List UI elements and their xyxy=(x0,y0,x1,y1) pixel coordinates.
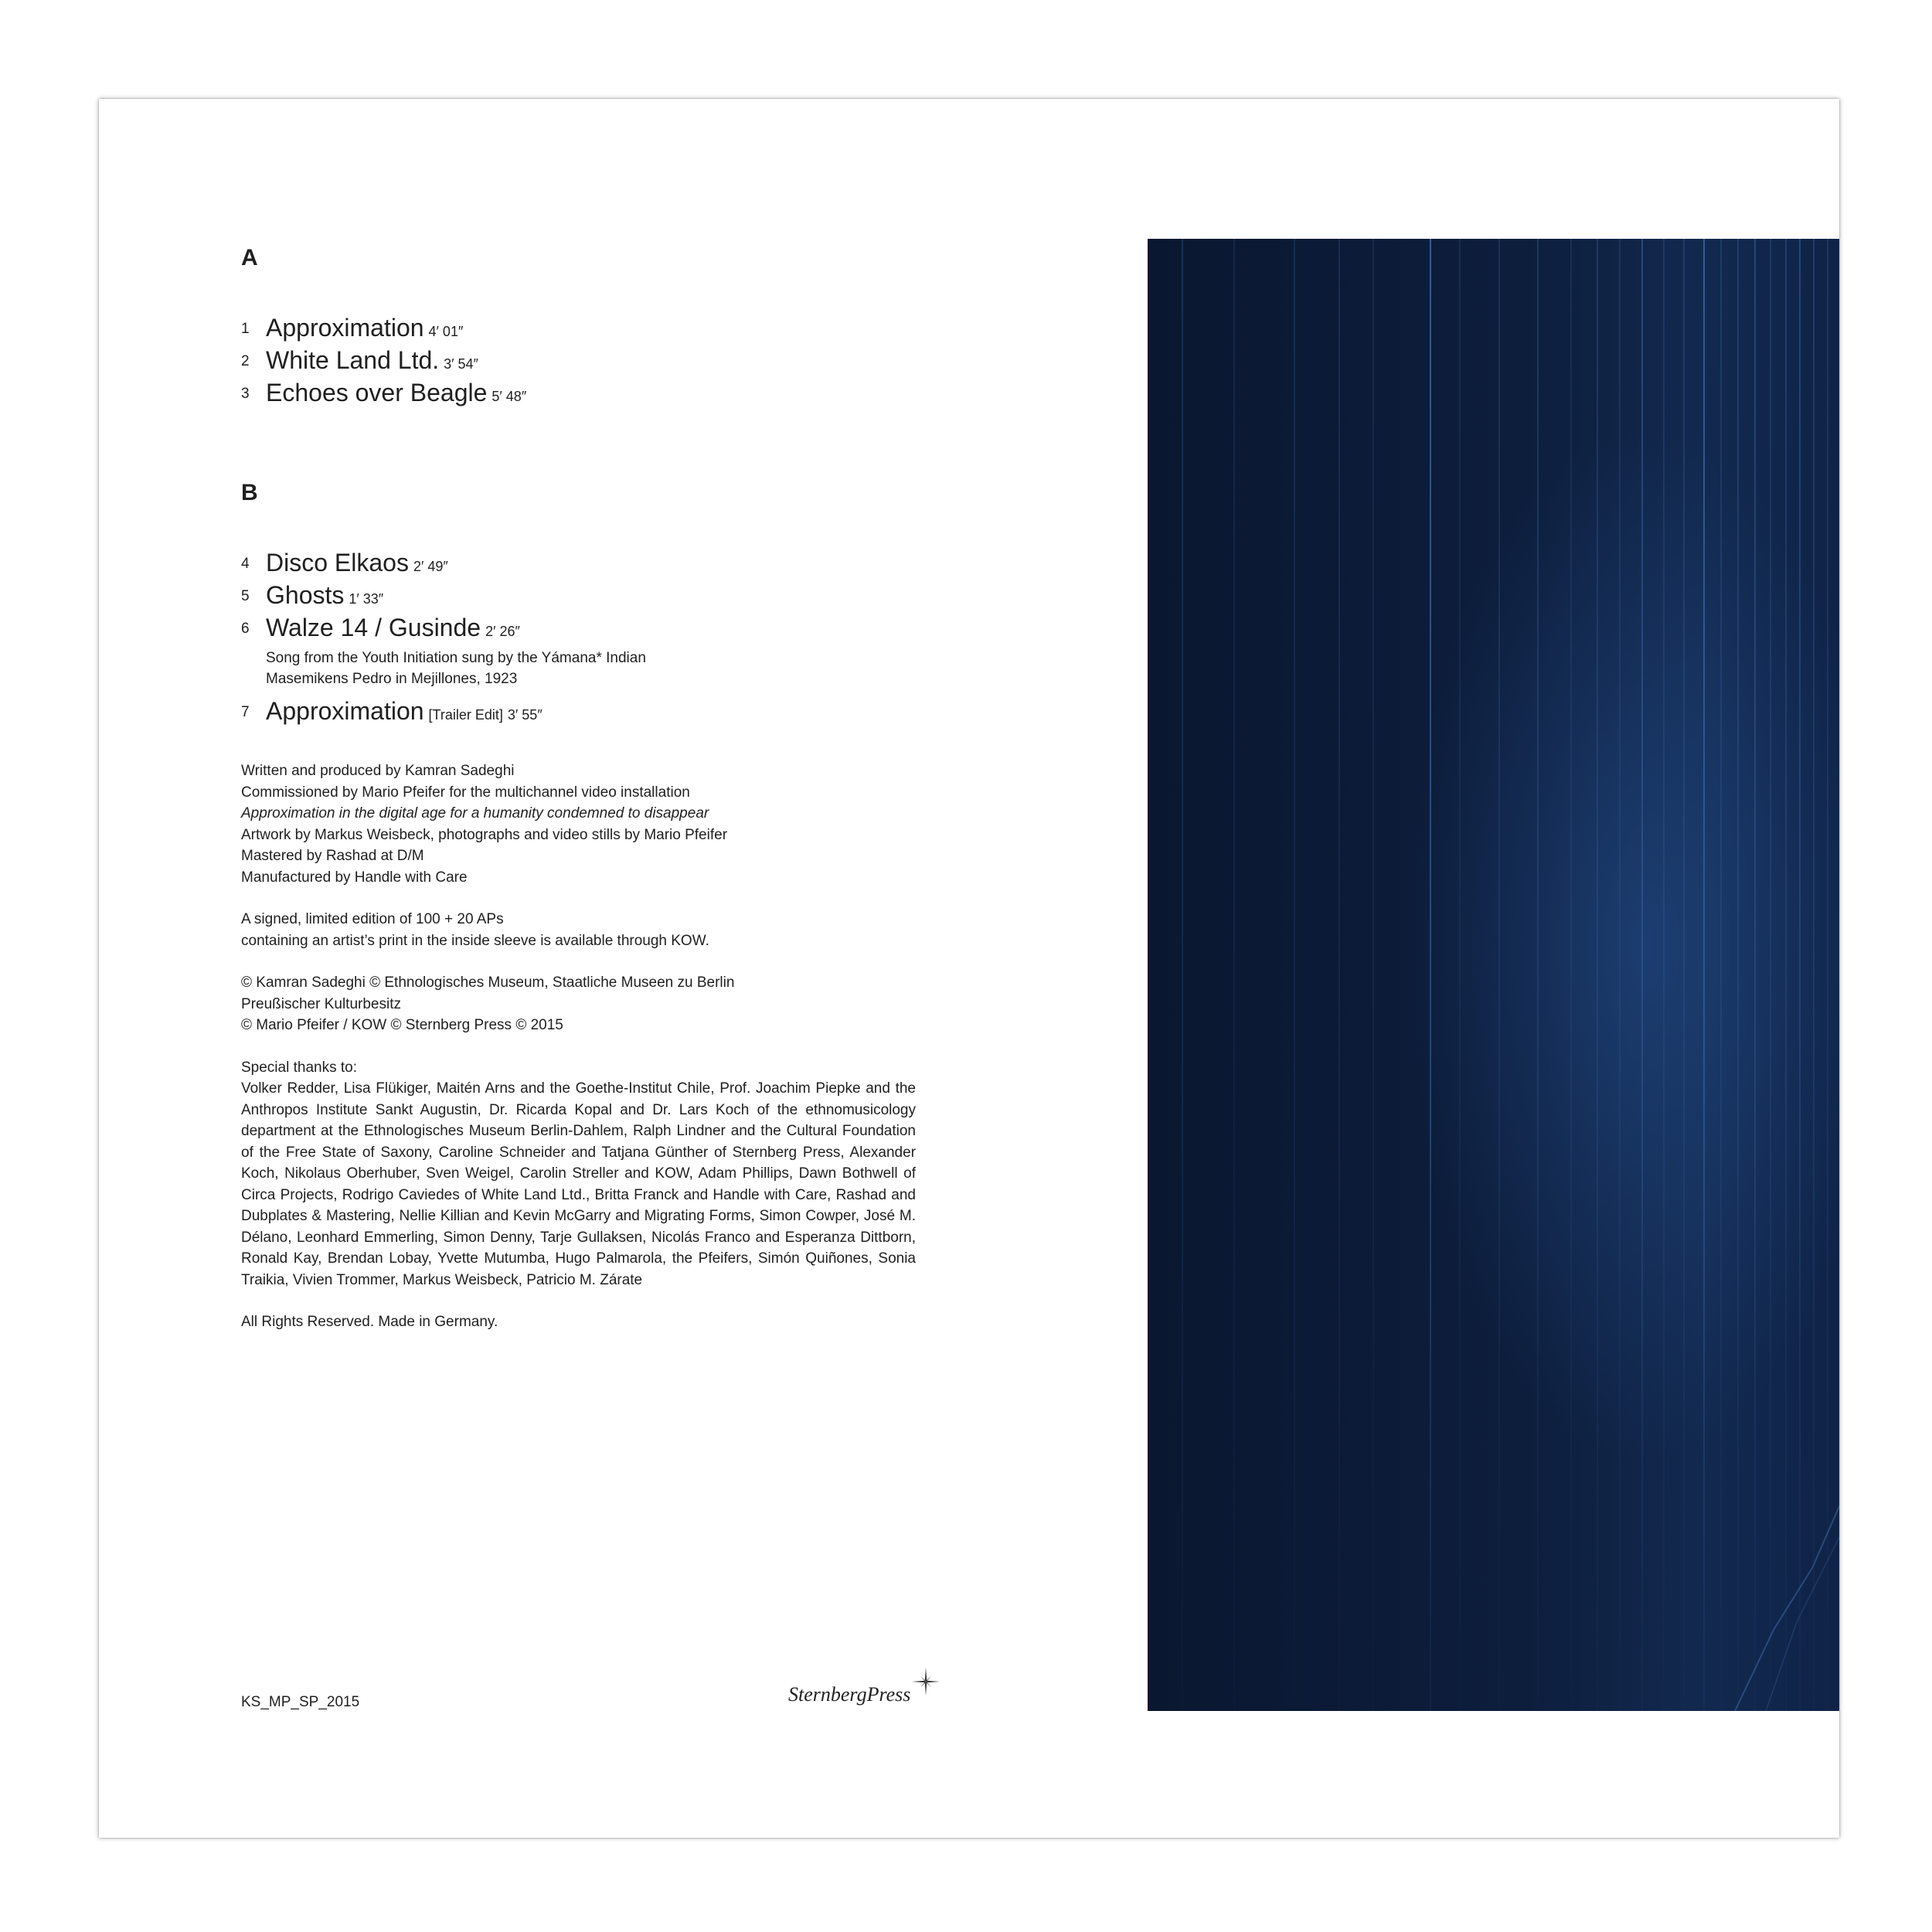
side-b-label: B xyxy=(241,480,258,505)
track-note xyxy=(266,648,937,689)
credit-line: Manufactured by Handle with Care xyxy=(241,869,468,886)
track-number: 4 xyxy=(241,556,250,572)
credit-line: Commissioned by Mario Pfeifer for the multichannel video installation xyxy=(241,784,690,801)
logo-text: SternbergPress xyxy=(788,1683,911,1706)
star-icon xyxy=(910,1666,941,1697)
track-title: Approximation xyxy=(266,697,424,725)
track-item xyxy=(241,314,937,346)
track-number: 1 xyxy=(241,321,250,337)
track-duration: 1′ 33″ xyxy=(349,591,384,607)
track-duration: 3′ 54″ xyxy=(444,356,478,372)
credits xyxy=(241,760,937,1333)
track-title: White Land Ltd. xyxy=(266,346,440,374)
catalog-number: KS_MP_SP_2015 xyxy=(241,1694,360,1710)
track-title: Approximation xyxy=(266,314,424,342)
special-thanks xyxy=(241,1057,937,1291)
track-duration: 2′ 49″ xyxy=(413,559,448,574)
copyright-line: © Kamran Sadeghi © Ethnologisches Museum, Staatliche Museen zu Berlin xyxy=(241,975,735,991)
track-title: Ghosts xyxy=(266,581,345,609)
side-b-tracklist xyxy=(241,549,937,730)
edition-line: A signed, limited edition of 100 + 20 APs xyxy=(241,911,504,927)
track-note-line: Song from the Youth Initiation sung by the Yámana* Indian xyxy=(266,650,646,666)
side-a-tracklist xyxy=(241,314,937,411)
track-number: 5 xyxy=(241,588,250,604)
track-item xyxy=(241,581,937,614)
track-duration: 4′ 01″ xyxy=(428,324,464,339)
track-number: 7 xyxy=(241,704,250,720)
production-credits xyxy=(241,760,937,888)
copyright-line: © Mario Pfeifer / KOW © Sternberg Press © 2015 xyxy=(241,1017,563,1033)
track-title: Disco Elkaos xyxy=(266,549,409,577)
edition-note xyxy=(241,909,937,951)
track-note-line: Masemikens Pedro in Mejillones, 1923 xyxy=(266,671,518,687)
sternberg-press-logo xyxy=(788,1683,910,1706)
track-title: Echoes over Beagle xyxy=(266,379,488,406)
rights-notice: All Rights Reserved. Made in Germany. xyxy=(241,1314,498,1330)
artwork-photo xyxy=(1148,239,1839,1711)
track-number: 6 xyxy=(241,621,250,637)
track-duration: 3′ 55″ xyxy=(507,707,543,723)
record-sleeve-back xyxy=(99,99,1839,1838)
copyright-line: Preußischer Kulturbesitz xyxy=(241,995,401,1012)
track-item xyxy=(241,697,937,730)
track-item xyxy=(241,614,937,689)
edition-line: containing an artist’s print in the inside sleeve is available through KOW. xyxy=(241,932,709,949)
credit-line: Mastered by Rashad at D/M xyxy=(241,848,424,864)
track-title: Walze 14 / Gusinde xyxy=(266,614,481,641)
track-item xyxy=(241,549,937,581)
track-item xyxy=(241,379,937,411)
text-column xyxy=(241,244,937,1333)
thanks-heading: Special thanks to: xyxy=(241,1059,357,1076)
photo-vertical-light-lines-icon xyxy=(1148,239,1839,1711)
installation-title: Approximation in the digital age for a humanity condemned to disappear xyxy=(241,805,709,821)
track-item xyxy=(241,346,937,379)
track-number: 2 xyxy=(241,353,250,369)
track-number: 3 xyxy=(241,386,250,402)
copyright-notice xyxy=(241,972,937,1036)
track-duration: 5′ 48″ xyxy=(492,389,527,404)
track-subtitle: [Trailer Edit] xyxy=(428,707,503,723)
thanks-body: Volker Redder, Lisa Flükiger, Maitén Arns and the Goethe-Institut Chile, Prof. Joachim Piepke and the Anthropos Institute Sankt Augustin, Dr. Ricarda Kopal and Dr. Lars Koch of the ethnomusicology department at the Ethnologisches Museum Berlin-Dahlem, Ralph Lindner and the Cultural Foundation of the Free State of Saxony, Caroline Schneider and Tatjana Günther of Sternberg Press, Alexander Koch, Nikolaus Oberhuber, Sven Weigel, Carolin Streller and KOW, Adam Phillips, Dawn Bothwell of Circa Projects, Rodrigo Caviedes of White Land Ltd., Britta Franck and Handle with Care, Rashad and Dubplates & Mastering, Nellie Killian and Kevin McGarry and Migrating Forms, Simon Cowper, José M. Délano, Leonhard Emmerling, Simon Denny, Tarje Gullaksen, Nicolás Franco and Esperanza Dittborn, Ronald Kay, Brendan Lobay, Yvette Mutumba, Hugo Palmarola, the Pfeifers, Simón Quiñones, Sonia Traikia, Vivien Trommer, Markus Weisbeck, Patricio M. Zárate xyxy=(241,1080,916,1288)
track-duration: 2′ 26″ xyxy=(485,624,520,639)
credit-line: Artwork by Markus Weisbeck, photographs and video stills by Mario Pfeifer xyxy=(241,826,728,843)
credit-line: Written and produced by Kamran Sadeghi xyxy=(241,763,515,779)
side-a-label: A xyxy=(241,245,258,270)
